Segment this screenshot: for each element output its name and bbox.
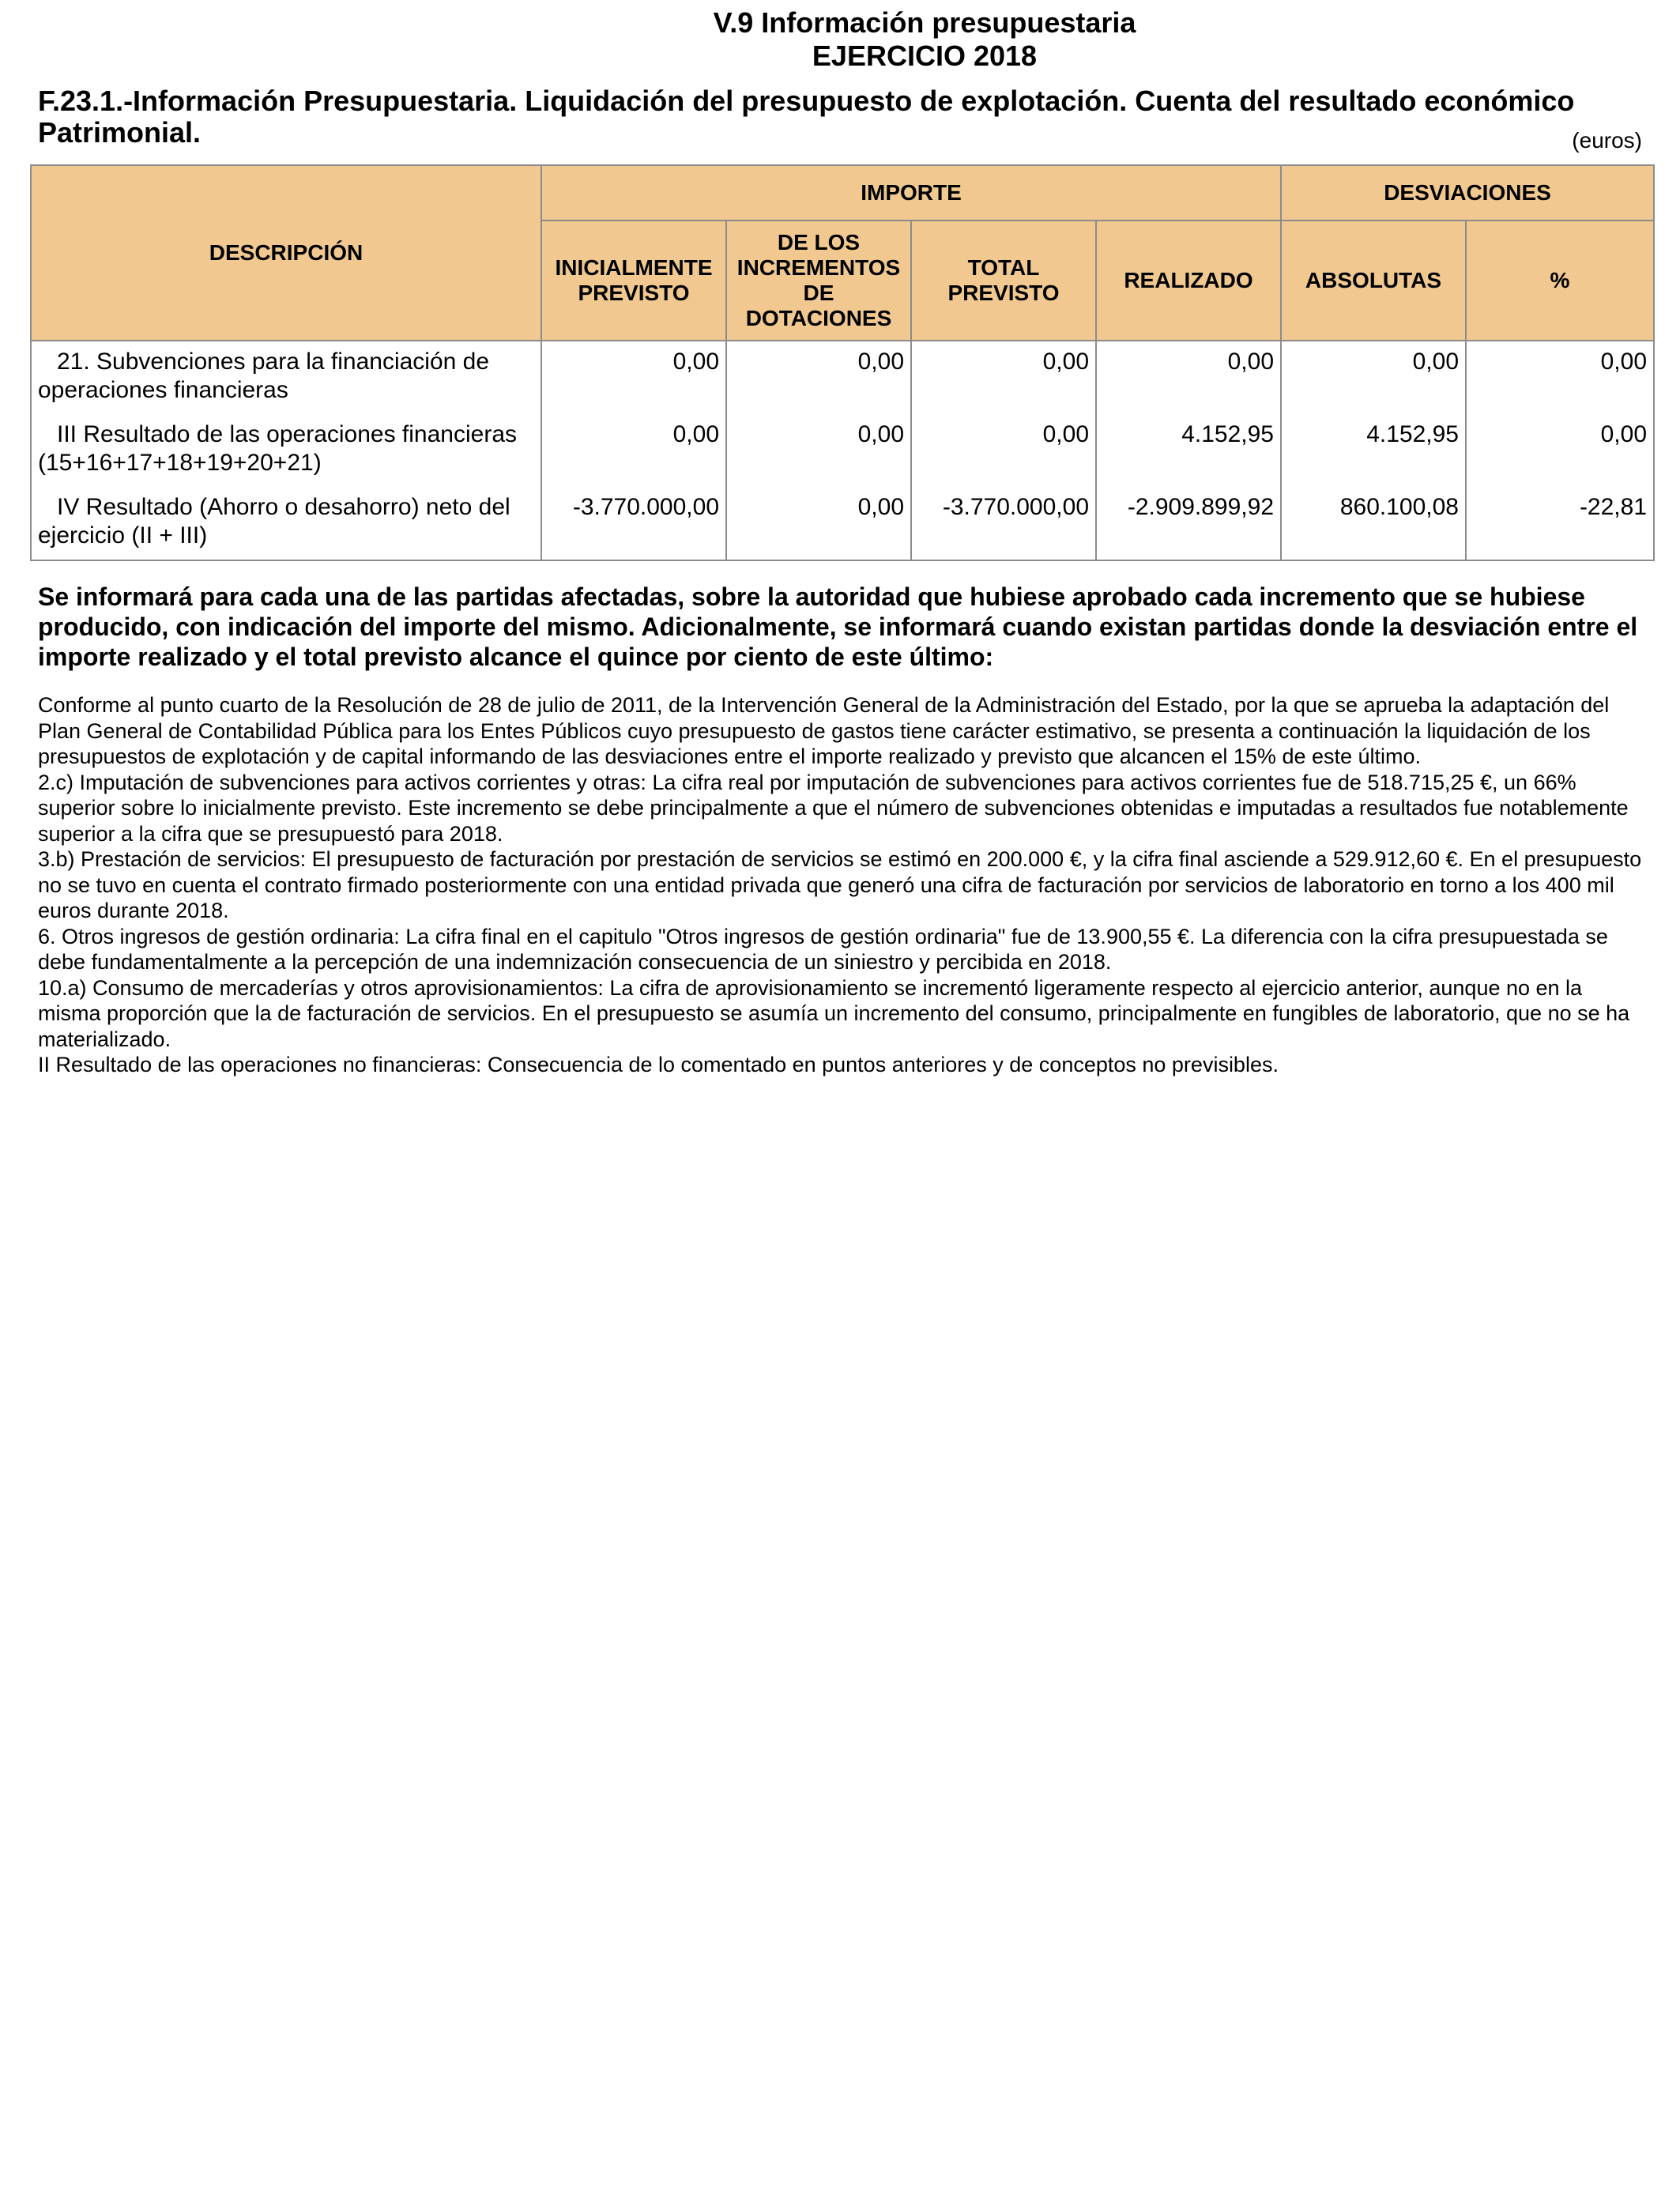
note-paragraph: 3.b) Prestación de servicios: El presupuesto de facturación por prestación de servicios se estimó en 200.000 €, y la cifra final asciende a 529.912,60 €. En el presupuesto no se tuvo en cuenta el contrato firmado posteriormente con una entidad privada que generó una cifra de facturación por servicios de laboratorio en torno a los 400 mil euros durante 2018. bbox=[38, 847, 1642, 922]
note-heading: Se informará para cada una de las partidas afectadas, sobre la autoridad que hubiese aprobado cada incremento que se hubiese producido, con indicación del importe del mismo. Adicionalmente, se informará cuando existan partidas donde la desviación entre el importe realizado y el total previsto alcance el quince por ciento de este último: bbox=[38, 582, 1638, 671]
cell-total-previsto: -3.770.000,00 bbox=[911, 487, 1096, 560]
cell-incrementos: 0,00 bbox=[726, 487, 911, 560]
header-realizado: REALIZADO bbox=[1096, 221, 1281, 341]
header-porcentaje: % bbox=[1466, 221, 1654, 341]
row-description-text: III Resultado de las operaciones financieras (15+16+17+18+19+20+21) bbox=[38, 421, 518, 476]
table-row bbox=[31, 414, 1654, 487]
note-paragraph: 6. Otros ingresos de gestión ordinaria: La cifra final en el capitulo "Otros ingresos de gestión ordinaria" fue de 13.900,55 €. La diferencia con la cifra presupuestada se debe fundamentalmente a la percepción de una indemnización consecuencia de un siniestro y percibida en 2018. bbox=[38, 924, 1608, 974]
cell-incrementos: 0,00 bbox=[726, 341, 911, 414]
header-inicialmente-previsto: INICIALMENTE PREVISTO bbox=[541, 221, 726, 341]
units-label: (euros) bbox=[1572, 128, 1642, 153]
table-row bbox=[31, 341, 1654, 414]
cell-inicialmente-previsto: 0,00 bbox=[541, 341, 726, 414]
section-title: F.23.1.-Información Presupuestaria. Liquidación del presupuesto de explotación. Cuenta del resultado económico Patrimonial. bbox=[38, 85, 1575, 149]
cell-absolutas: 0,00 bbox=[1281, 341, 1466, 414]
cell-incrementos: 0,00 bbox=[726, 414, 911, 487]
header-year: EJERCICIO 2018 bbox=[812, 40, 1038, 72]
budget-table bbox=[30, 164, 1655, 561]
cell-porcentaje: 0,00 bbox=[1466, 414, 1654, 487]
note-body bbox=[38, 692, 1650, 1078]
cell-porcentaje: 0,00 bbox=[1466, 341, 1654, 414]
cell-absolutas: 860.100,08 bbox=[1281, 487, 1466, 560]
document-header bbox=[0, 6, 1680, 73]
header-importe: IMPORTE bbox=[541, 165, 1281, 221]
cell-total-previsto: 0,00 bbox=[911, 414, 1096, 487]
cell-porcentaje: -22,81 bbox=[1466, 487, 1654, 560]
header-title: V.9 Información presupuestaria bbox=[713, 6, 1136, 39]
header-total-previsto: TOTAL PREVISTO bbox=[911, 221, 1096, 341]
note-paragraph: 2.c) Imputación de subvenciones para activos corrientes y otras: La cifra real por imputación de subvenciones para activos corrientes fue de 518.715,25 €, un 66% superior sobre lo inicialmente previsto. Este incremento se debe principalmente a que el número de subvenciones obtenidas e imputadas a resultados fue notablemente superior a la cifra que se presupuestó para 2018. bbox=[38, 770, 1629, 846]
cell-total-previsto: 0,00 bbox=[911, 341, 1096, 414]
table-row bbox=[31, 487, 1654, 560]
note-paragraph: II Resultado de las operaciones no financieras: Consecuencia de lo comentado en puntos anteriores y de conceptos no previsibles. bbox=[38, 1053, 1279, 1076]
note-paragraph: Conforme al punto cuarto de la Resolución de 28 de julio de 2011, de la Intervención General de la Administración del Estado, por la que se aprueba la adaptación del Plan General de Contabilidad Pública para los Entes Públicos cuyo presupuesto de gastos tiene carácter estimativo, se presenta a continuación la liquidación de los presupuestos de explotación y de capital informando de las desviaciones entre el importe realizado y previsto que alcancen el 15% de este último. bbox=[38, 693, 1610, 768]
cell-realizado: -2.909.899,92 bbox=[1096, 487, 1281, 560]
cell-inicialmente-previsto: -3.770.000,00 bbox=[541, 487, 726, 560]
row-description bbox=[31, 341, 541, 414]
header-incrementos: DE LOS INCREMENTOS DE DOTACIONES bbox=[726, 221, 911, 341]
header-absolutas: ABSOLUTAS bbox=[1281, 221, 1466, 341]
header-descripcion: DESCRIPCIÓN bbox=[31, 165, 541, 341]
cell-inicialmente-previsto: 0,00 bbox=[541, 414, 726, 487]
note-paragraph: 10.a) Consumo de mercaderías y otros aprovisionamientos: La cifra de aprovisionamiento se incrementó ligeramente respecto al ejercicio anterior, aunque no en la misma proporción que la de facturación de servicios. En el presupuesto se asumía un incremento del consumo, principalmente en fungibles de laboratorio, que no se ha materializado. bbox=[38, 975, 1630, 1051]
row-description bbox=[31, 414, 541, 487]
row-description bbox=[31, 487, 541, 560]
cell-realizado: 4.152,95 bbox=[1096, 414, 1281, 487]
row-description-text: 21. Subvenciones para la financiación de operaciones financieras bbox=[38, 349, 490, 403]
cell-absolutas: 4.152,95 bbox=[1281, 414, 1466, 487]
row-description-text: IV Resultado (Ahorro o desahorro) neto del ejercicio (II + III) bbox=[38, 494, 510, 548]
header-desviaciones: DESVIACIONES bbox=[1281, 165, 1654, 221]
cell-realizado: 0,00 bbox=[1096, 341, 1281, 414]
